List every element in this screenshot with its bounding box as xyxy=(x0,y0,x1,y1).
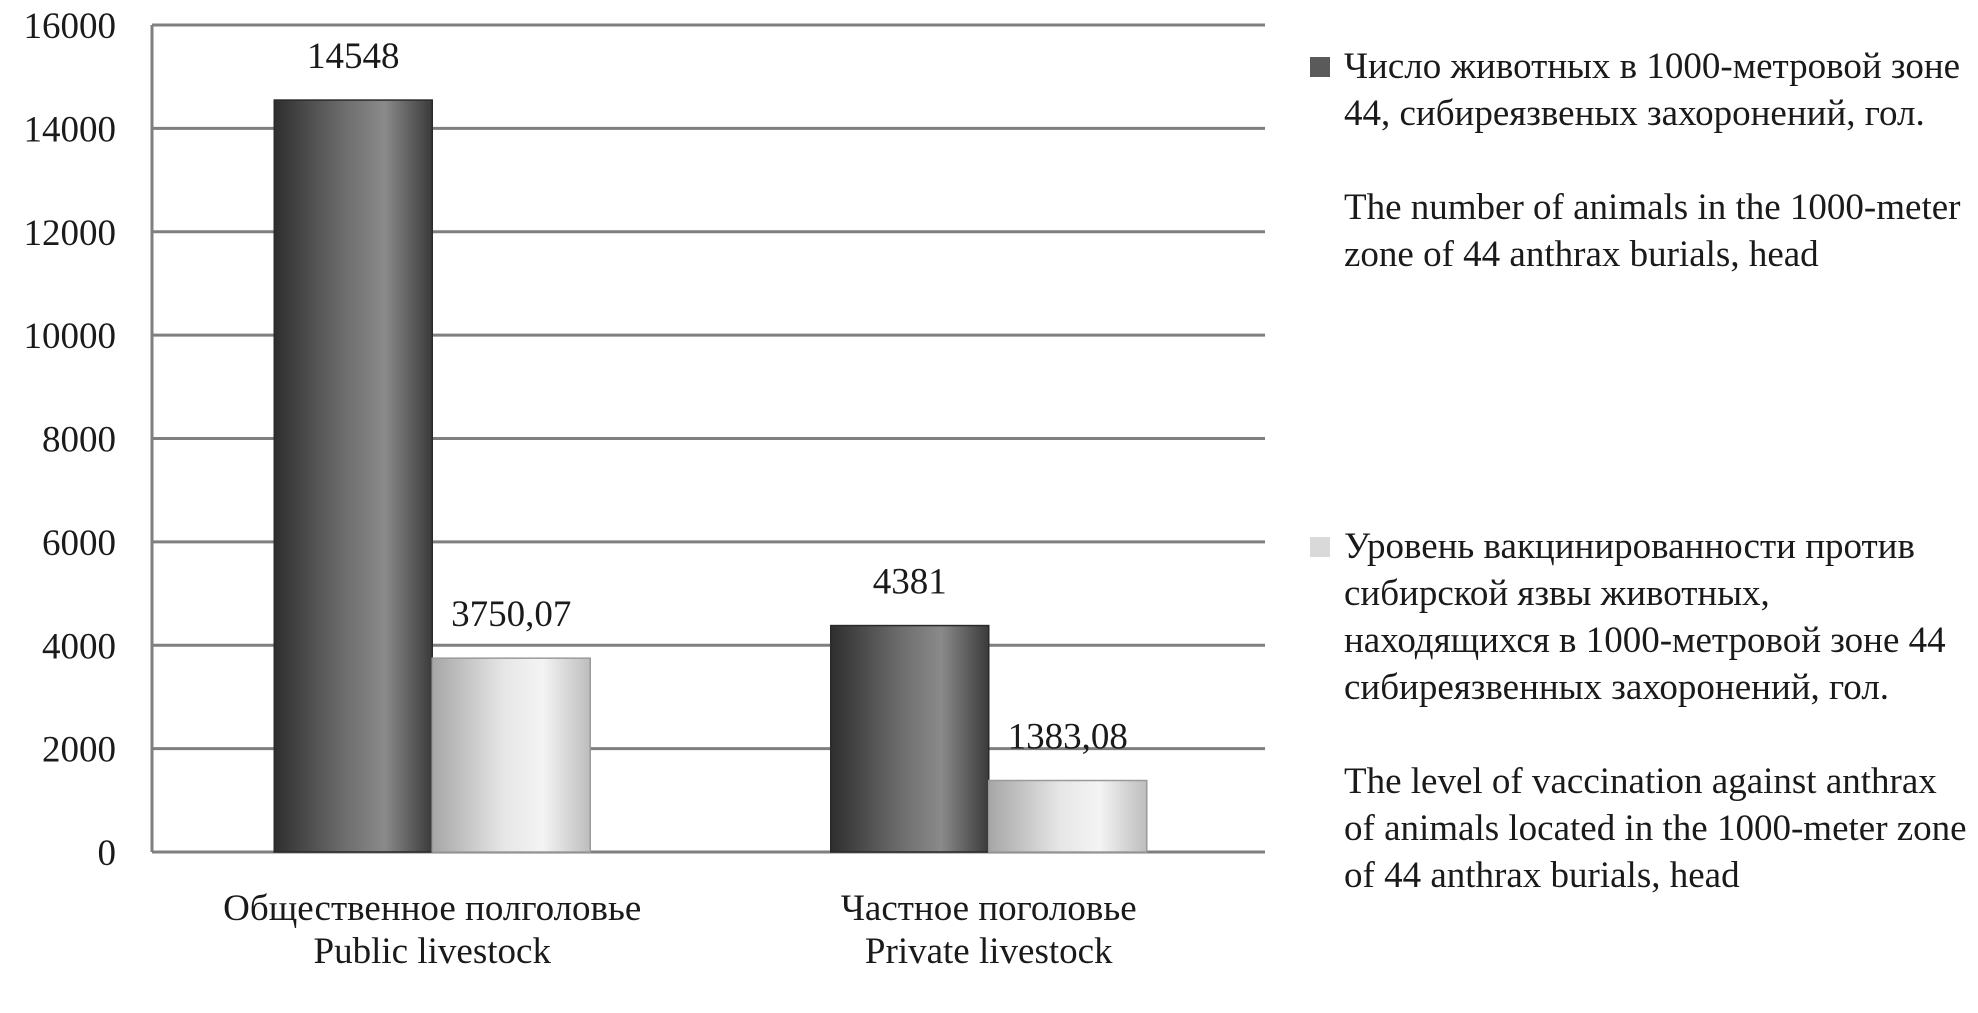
bar-1-2 xyxy=(831,626,989,852)
legend-item-2-en: The level of vaccination against anthrax of animals located in the 1000-meter zone of 44 anthrax burials, head xyxy=(1344,761,1967,896)
legend-item-2 xyxy=(1310,523,1970,899)
data-label: 14548 xyxy=(307,36,400,78)
y-tick-label: 0 xyxy=(97,833,116,874)
y-tick-label: 6000 xyxy=(42,522,116,564)
legend-item-1 xyxy=(1310,43,1970,278)
legend-item-2-ru: Уровень вакцинированности против сибирской язвы животных, находящихся в 1000-метровой зоне 44 сибиреязвенных захоронений, гол. xyxy=(1344,526,1946,708)
y-tick-label: 10000 xyxy=(23,316,116,358)
legend-item-1-en: The number of animals in the 1000-meter zone of 44 anthrax burials, head xyxy=(1344,187,1961,275)
legend-item-1-ru: Число животных в 1000-метровой зоне 44, сибиреязвеных захоронений, гол. xyxy=(1344,46,1961,134)
y-tick-label: 14000 xyxy=(23,109,116,151)
y-tick-label: 8000 xyxy=(42,419,116,461)
y-tick-label: 12000 xyxy=(23,212,116,254)
bar-2-1 xyxy=(432,658,590,852)
legend-swatch-light xyxy=(1310,537,1330,557)
x-category-label: Общественное полголовье xyxy=(223,888,642,929)
y-axis-tick-labels xyxy=(24,6,117,874)
bar-2-2 xyxy=(989,781,1147,852)
x-category-label: Private livestock xyxy=(864,931,1113,972)
data-label: 4381 xyxy=(872,561,947,603)
data-label: 3750,07 xyxy=(451,594,572,636)
y-tick-label: 4000 xyxy=(42,626,116,668)
x-category-label: Public livestock xyxy=(313,931,551,972)
data-label: 1383,08 xyxy=(1007,716,1128,758)
y-tick-label: 2000 xyxy=(42,729,116,771)
legend-swatch-dark xyxy=(1310,57,1330,77)
bar-1-1 xyxy=(274,100,432,852)
x-category-label: Частное поголовье xyxy=(840,888,1137,929)
y-tick-label: 16000 xyxy=(23,6,116,47)
x-axis-category-labels xyxy=(223,888,1136,972)
